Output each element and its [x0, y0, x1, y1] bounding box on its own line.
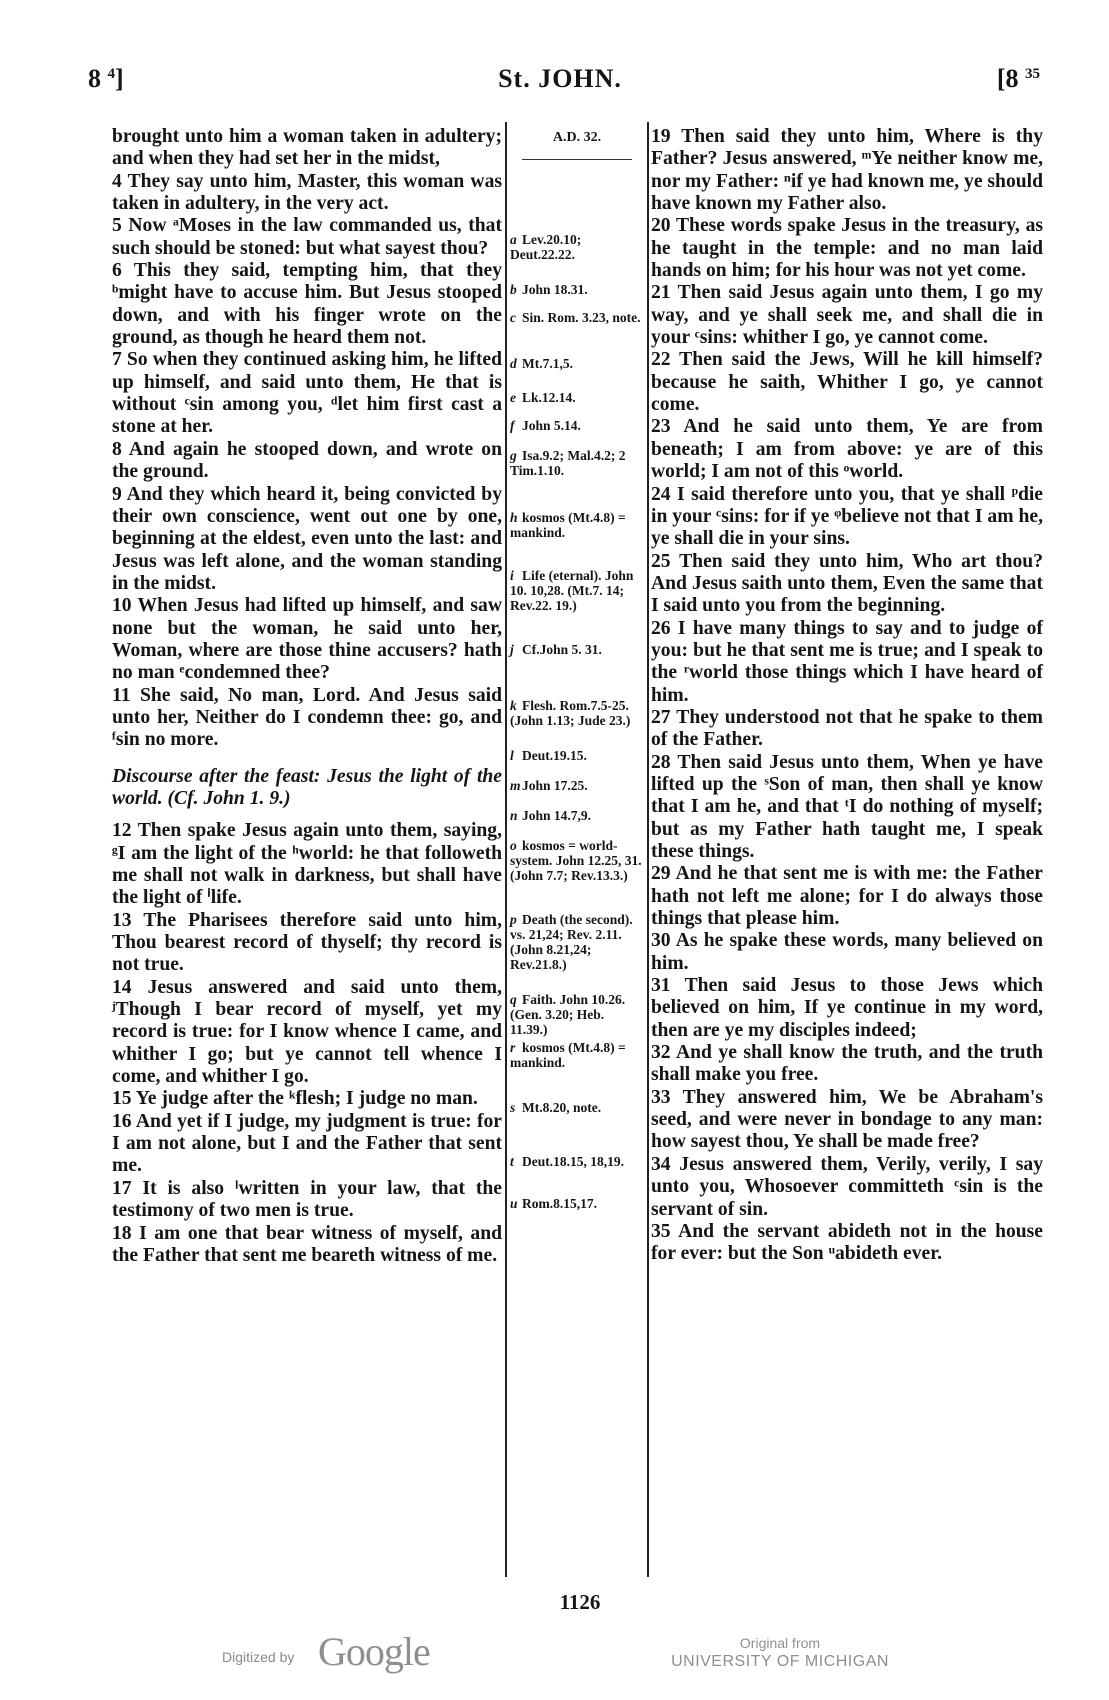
margin-note-s — [510, 1100, 644, 1115]
margin-note-letter: t — [510, 1154, 514, 1169]
verse-16: 16 And yet if I judge, my judgment is true: for I am not alone, but I and the Father that sent me. — [112, 1110, 502, 1177]
section-heading: Discourse after the feast: Jesus the light of the world. (Cf. John 1. 9.) — [112, 765, 502, 809]
margin-note-letter: l — [510, 748, 514, 763]
verse-20: 20 These words spake Jesus in the treasury, as he taught in the temple: and no man laid hands on him; for his hour was not yet come. — [651, 215, 1043, 282]
verse-11: 11 She said, No man, Lord. And Jesus said unto her, Neither do I condemn thee: go, and ᶠsin no more. — [112, 684, 502, 751]
margin-note-letter: u — [510, 1196, 518, 1211]
verse-31: 31 Then said Jesus to those Jews which believed on him, If ye continue in my word, then are ye my disciples indeed; — [651, 975, 1043, 1041]
margin-note-j — [510, 642, 644, 657]
margin-note-f — [510, 418, 644, 433]
right-text-column — [651, 126, 1043, 1266]
margin-note-i — [510, 568, 644, 613]
column-divider-left — [505, 122, 507, 1577]
verse-25: 25 Then said they unto him, Who art thou? And Jesus saith unto them, Even the same that I said unto you from the beginning. — [651, 550, 1043, 617]
verse-22: 22 Then said the Jews, Will he kill himself? because he saith, Whither I go, ye cannot come. — [651, 349, 1043, 416]
header-left-reference: 8 $^4$] — [88, 64, 124, 93]
verse-32: 32 And ye shall know the truth, and the truth shall make you free. — [651, 1042, 1043, 1086]
margin-note-text: Isa.9.2; Mal.4.2; 2 Tim.1.10. — [510, 448, 626, 478]
margin-note-letter: o — [510, 838, 517, 853]
margin-note-letter: h — [510, 510, 518, 525]
verse-30: 30 As he spake these words, many believed on him. — [651, 930, 1043, 974]
verse-29: 29 And he that sent me is with me: the Father hath not left me alone; for I do always those things that please him. — [651, 863, 1043, 930]
margin-note-text: Flesh. Rom.7.5-25. (John 1.13; Jude 23.) — [510, 698, 631, 728]
margin-note-c — [510, 310, 644, 325]
verse-12: 12 Then spake Jesus again unto them, saying, ᵍI am the light of the ʰworld: he that followeth me shall not walk in darkness, but shall have the light of ⁱlife. — [112, 820, 502, 909]
verse-35: 35 And the servant abideth not in the house for ever: but the Son ᵘabideth ever. — [651, 1220, 1043, 1265]
column-divider-right — [647, 122, 649, 1577]
margin-note-letter: r — [510, 1040, 516, 1055]
verse-18: 18 I am one that bear witness of myself, and the Father that sent me beareth witness of me. — [112, 1222, 502, 1266]
margin-note-letter: n — [510, 808, 518, 823]
book-title: St. JOHN. — [498, 64, 622, 93]
verse-28: 28 Then said Jesus unto them, When ye have lifted up the ˢSon of man, then shall ye know that I am he, and that ᵗI do nothing of myself; but as my Father hath taught me, I speak these things. — [651, 751, 1043, 862]
verse-26: 26 I have many things to say and to judge of you: but he that sent me is true; and I speak to the ʳworld those things which I have heard of him. — [651, 617, 1043, 706]
margin-note-d — [510, 356, 644, 371]
verse-33: 33 They answered him, We be Abraham's seed, and were never in bondage to any man: how sayest thou, Ye shall be made free? — [651, 1086, 1043, 1153]
margin-note-text: Death (the second). vs. 21,24; Rev. 2.11. (John 8.21,24; Rev.21.8.) — [510, 912, 633, 972]
page-number: 1126 — [559, 1590, 601, 1614]
margin-note-text: Lk.12.14. — [522, 390, 576, 405]
margin-date: A.D. 32. — [552, 130, 602, 145]
verse-27: 27 They understood not that he spake to them of the Father. — [651, 706, 1043, 751]
running-header — [80, 64, 1040, 104]
margin-note-l — [510, 748, 644, 763]
margin-note-letter: q — [510, 992, 517, 1007]
verse-text: brought unto him a woman taken in adultery; and when they had set her in the midst, — [112, 126, 502, 170]
center-reference-column — [510, 126, 644, 1211]
margin-note-o — [510, 838, 644, 883]
margin-note-letter: a — [510, 232, 517, 247]
margin-note-letter: c — [510, 310, 516, 325]
institution-name: UNIVERSITY OF MICHIGAN — [671, 1653, 889, 1670]
verse-7: 7 So when they continued asking him, he lifted up himself, and said unto them, He that is without ᶜsin among you, ᵈlet him first cast a stone at her. — [112, 349, 502, 438]
margin-note-u — [510, 1196, 644, 1211]
margin-note-text: John 17.25. — [522, 778, 588, 793]
verse-19: 19 Then said they unto him, Where is thy Father? Jesus answered, ᵐYe neither know me, nor my Father: ⁿif ye had known me, ye should have known my Father also. — [651, 126, 1043, 215]
margin-note-text: Deut.19.15. — [522, 748, 587, 763]
digitized-by-watermark — [222, 1626, 452, 1676]
verse-21: 21 Then said Jesus again unto them, I go my way, and ye shall seek me, and shall die in your ᶜsins: whither I go, ye cannot come. — [651, 282, 1043, 349]
verse-6: 6 This they said, tempting him, that they ᵇmight have to accuse him. But Jesus stooped down, and with his finger wrote on the ground, as though he heard them not. — [112, 260, 502, 349]
margin-note-text: Lev.20.10; Deut.22.22. — [510, 232, 582, 262]
margin-note-text: Rom.8.15,17. — [522, 1196, 597, 1211]
verse-17: 17 It is also ˡwritten in your law, that the testimony of two men is true. — [112, 1177, 502, 1222]
original-from-label: Original from — [739, 1635, 821, 1651]
margin-note-text: John 18.31. — [522, 282, 588, 297]
margin-note-text: kosmos (Mt.4.8) = mankind. — [510, 1040, 626, 1070]
margin-note-text: Mt.7.1,5. — [522, 356, 573, 371]
verse-14: 14 Jesus answered and said unto them, ʲThough I bear record of myself, yet my record is true: for I know whence I came, and whither I go; but ye cannot tell whence I come, and whither I go. — [112, 976, 502, 1088]
date-divider — [522, 159, 632, 160]
verse-15: 15 Ye judge after the ᵏflesh; I judge no man. — [112, 1088, 478, 1110]
margin-note-text: Life (eternal). John 10. 10,28. (Mt.7. 14; Rev.22. 19.) — [510, 568, 634, 613]
verse-4: 4 They say unto him, Master, this woman was taken in adultery, in the very act. — [112, 170, 502, 215]
verse-8: 8 And again he stooped down, and wrote on the ground. — [112, 438, 502, 483]
margin-note-letter: b — [510, 282, 517, 297]
margin-note-text: John 5.14. — [522, 418, 581, 433]
margin-note-letter: m — [510, 778, 521, 793]
margin-note-text: Sin. Rom. 3.23, note. — [522, 310, 641, 325]
margin-note-h — [510, 510, 644, 540]
margin-note-letter: e — [510, 390, 516, 405]
original-from-watermark — [660, 1634, 900, 1672]
margin-note-n — [510, 808, 644, 823]
verse-23: 23 And he said unto them, Ye are from beneath; I am from above: ye are of this world; I am not of this ᵒworld. — [651, 416, 1043, 483]
margin-note-p — [510, 912, 644, 972]
verse-9: 9 And they which heard it, being convicted by their own conscience, went out one by one, beginning at the eldest, even unto the last: and Jesus was left alone, and the woman standing in the midst. — [112, 483, 502, 594]
margin-note-e — [510, 390, 644, 405]
verse-13: 13 The Pharisees therefore said unto him, Thou bearest record of thyself; thy record is not true. — [112, 909, 502, 976]
margin-note-text: John 14.7,9. — [522, 808, 592, 823]
margin-note-r — [510, 1040, 644, 1070]
margin-note-letter: g — [510, 448, 517, 463]
margin-note-b — [510, 282, 644, 297]
verse-10: 10 When Jesus had lifted up himself, and saw none but the woman, he said unto her, Woman, where are those thine accusers? hath no man ᵉcondemned thee? — [112, 595, 502, 684]
digitized-by-label: Digitized by — [222, 1649, 295, 1665]
margin-note-text: Mt.8.20, note. — [522, 1100, 602, 1115]
margin-note-letter: i — [510, 568, 514, 583]
left-text-column — [112, 126, 502, 1267]
margin-note-t — [510, 1154, 644, 1169]
margin-note-text: Cf.John 5. 31. — [522, 642, 602, 657]
margin-note-letter: k — [510, 698, 517, 713]
margin-note-q — [510, 992, 644, 1037]
margin-note-letter: j — [510, 642, 514, 657]
margin-note-m — [510, 778, 644, 793]
verse-34: 34 Jesus answered them, Verily, verily, I say unto you, Whosoever committeth ᶜsin is the servant of sin. — [651, 1153, 1043, 1220]
margin-note-k — [510, 698, 644, 728]
verse-24: 24 I said therefore unto you, that ye shall ᵖdie in your ᶜsins: for if ye ᵠbelieve not that I am he, ye shall die in your sins. — [651, 483, 1043, 550]
margin-note-letter: s — [510, 1100, 516, 1115]
margin-note-letter: p — [510, 912, 517, 927]
margin-note-g — [510, 448, 644, 478]
margin-note-letter: f — [510, 418, 515, 433]
margin-note-text: kosmos (Mt.4.8) = mankind. — [510, 510, 626, 540]
margin-note-text: Faith. John 10.26. (Gen. 3.20; Heb. 11.39.) — [510, 992, 626, 1037]
margin-note-a — [510, 232, 644, 262]
margin-note-letter: d — [510, 356, 517, 371]
header-right-reference: [8 $^{35}$ — [996, 64, 1040, 93]
margin-note-text: kosmos = world-system. John 12.25, 31. (John 7.7; Rev.13.3.) — [510, 838, 642, 883]
google-logo: Google — [318, 1629, 430, 1674]
margin-note-text: Deut.18.15, 18,19. — [522, 1154, 624, 1169]
verse-5: 5 Now ᵃMoses in the law commanded us, that such should be stoned: but what sayest thou? — [112, 215, 502, 259]
